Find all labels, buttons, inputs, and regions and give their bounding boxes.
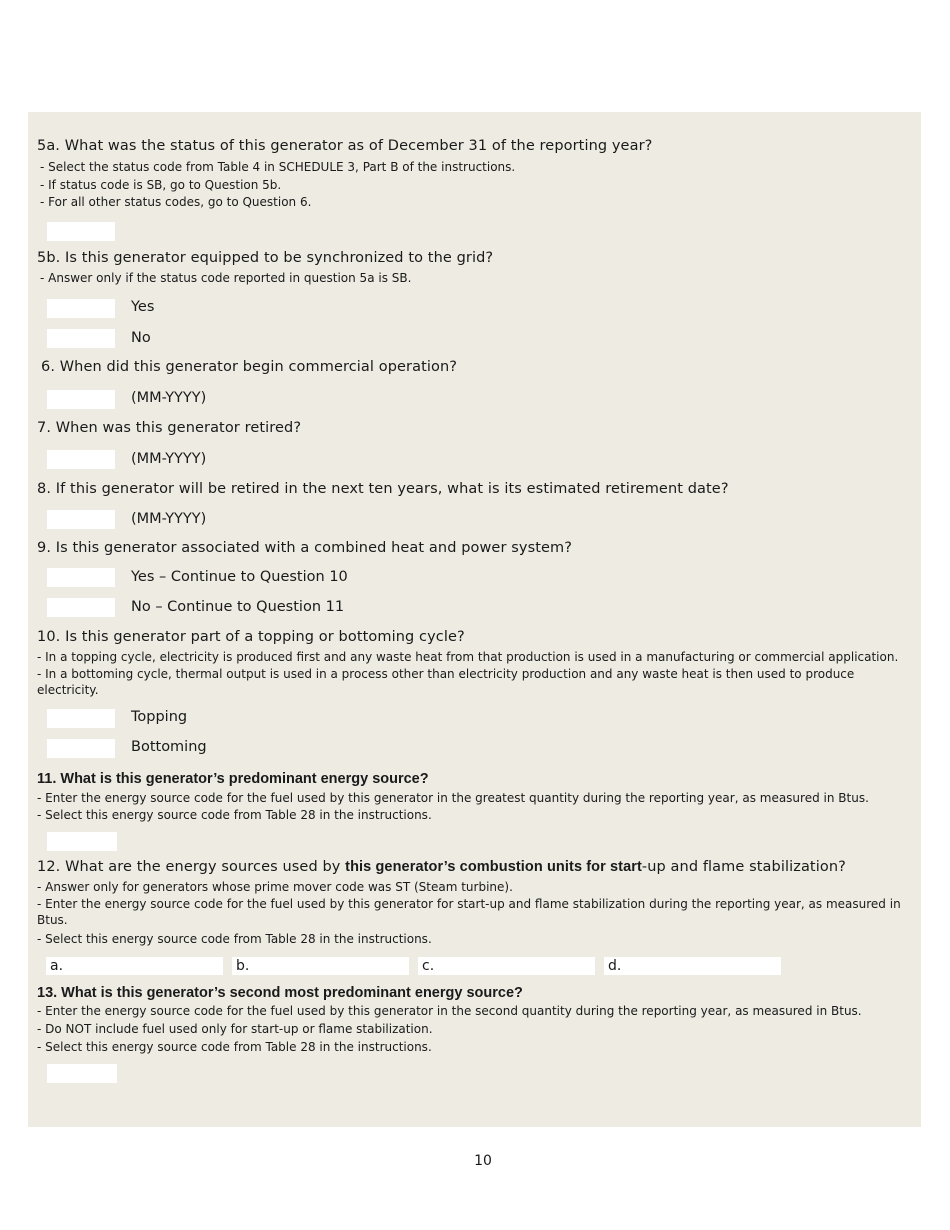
question-5b-note-1: - Answer only if the status code reported in question 5a is SB. — [40, 271, 412, 285]
sync-yes-label: Yes — [131, 299, 155, 315]
question-13-title: 13. What is this generator’s second most predominant energy source? — [37, 985, 523, 1001]
startup-fuel-field-c-label: c. — [422, 958, 435, 974]
startup-fuel-field-b-label: b. — [236, 958, 250, 974]
question-8-title: 8. If this generator will be retired in the next ten years, what is its estimated retirement date? — [37, 481, 729, 497]
estimated-retirement-date-input[interactable] — [47, 510, 115, 529]
question-5a-note-1: - Select the status code from Table 4 in SCHEDULE 3, Part B of the instructions. — [40, 160, 516, 174]
question-10-note-1: - In a topping cycle, electricity is produced first and any waste heat from that production is used in a manufacturing or commercial application. — [37, 650, 899, 664]
question-5a-title: 5a. What was the status of this generator as of December 31 of the reporting year? — [37, 138, 653, 154]
question-12-note-2: - Enter the energy source code for the fuel used by this generator for start-up and flame stabilization during the reporting year, as measured in Btus. — [37, 897, 901, 927]
status-code-input[interactable] — [47, 222, 115, 241]
topping-label: Topping — [131, 709, 188, 725]
question-5a-note-2: - If status code is SB, go to Question 5b. — [40, 178, 282, 192]
startup-fuel-field-d[interactable] — [604, 957, 781, 975]
question-12-title-part-1: 12. What are the energy sources used by — [37, 859, 346, 875]
sync-no-label: No — [131, 330, 151, 346]
bottoming-input[interactable] — [47, 739, 115, 758]
chp-yes-input[interactable] — [47, 568, 115, 587]
question-12-title-part-2: this generator’s combustion units for start — [345, 859, 642, 875]
startup-fuel-field-a-label: a. — [50, 958, 64, 974]
chp-no-input[interactable] — [47, 598, 115, 617]
bottoming-label: Bottoming — [131, 739, 207, 755]
question-11-note-1: - Enter the energy source code for the fuel used by this generator in the greatest quantity during the reporting year, as measured in Btus. — [37, 791, 869, 805]
estimated-retirement-date-format: (MM-YYYY) — [131, 511, 207, 527]
commercial-operation-date-input[interactable] — [47, 390, 115, 409]
question-12-title-part-3: -up and flame stabilization? — [641, 859, 846, 875]
sync-yes-input[interactable] — [47, 299, 115, 318]
startup-fuel-field-c[interactable] — [418, 957, 595, 975]
question-12-title — [37, 859, 846, 875]
chp-yes-label: Yes – Continue to Question 10 — [131, 569, 348, 585]
question-13-note-2: - Do NOT include fuel used only for start-up or flame stabilization. — [37, 1022, 433, 1036]
question-12-note-3: - Select this energy source code from Table 28 in the instructions. — [37, 932, 432, 946]
commercial-operation-date-format: (MM-YYYY) — [131, 390, 207, 406]
retired-date-format: (MM-YYYY) — [131, 451, 207, 467]
question-5a-note-3: - For all other status codes, go to Question 6. — [40, 195, 312, 209]
startup-fuel-field-b[interactable] — [232, 957, 409, 975]
question-7-title: 7. When was this generator retired? — [37, 420, 302, 436]
question-10-note-2: - In a bottoming cycle, thermal output is used in a process other than electricity production and any waste heat is then used to produce electricity. — [37, 667, 855, 697]
predominant-energy-source-input[interactable] — [47, 832, 117, 851]
sync-no-input[interactable] — [47, 329, 115, 348]
question-11-title: 11. What is this generator’s predominant energy source? — [37, 771, 429, 787]
startup-fuel-field-a[interactable] — [46, 957, 223, 975]
question-5b-title: 5b. Is this generator equipped to be synchronized to the grid? — [37, 250, 494, 266]
retired-date-input[interactable] — [47, 450, 115, 469]
second-energy-source-input[interactable] — [47, 1064, 117, 1083]
page-number: 10 — [474, 1153, 492, 1169]
form-panel — [28, 112, 921, 1127]
chp-no-label: No – Continue to Question 11 — [131, 599, 345, 615]
question-13-note-3: - Select this energy source code from Table 28 in the instructions. — [37, 1040, 432, 1054]
startup-fuel-field-d-label: d. — [608, 958, 622, 974]
question-6-title: 6. When did this generator begin commercial operation? — [41, 359, 458, 375]
question-13-note-1: - Enter the energy source code for the fuel used by this generator in the second quantity during the reporting year, as measured in Btus. — [37, 1004, 862, 1018]
question-11-note-2: - Select this energy source code from Table 28 in the instructions. — [37, 808, 432, 822]
topping-input[interactable] — [47, 709, 115, 728]
question-10-title: 10. Is this generator part of a topping or bottoming cycle? — [37, 629, 465, 645]
question-9-title: 9. Is this generator associated with a combined heat and power system? — [37, 540, 573, 556]
question-12-note-1: - Answer only for generators whose prime mover code was ST (Steam turbine). — [37, 880, 513, 894]
